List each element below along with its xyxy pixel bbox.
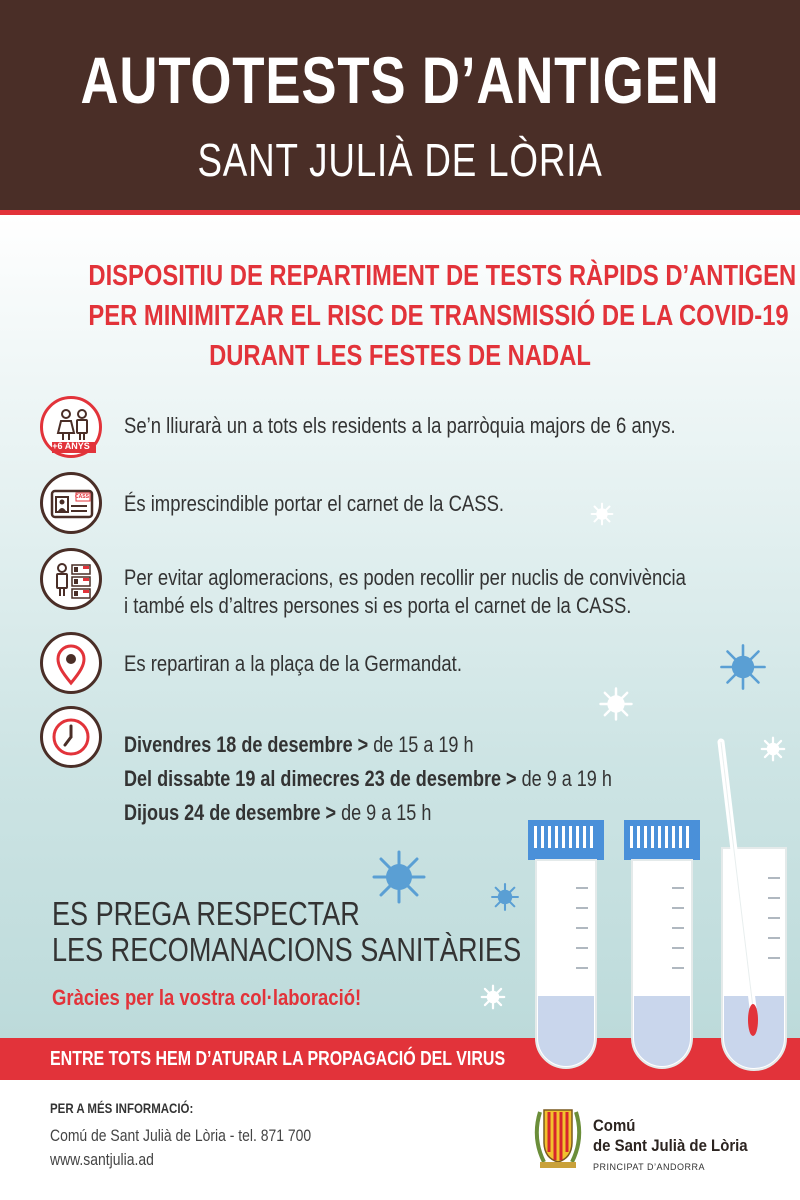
schedule-days: Dijous 24 de desembre > [124,800,337,825]
schedule-hours: de 9 a 15 h [341,800,432,825]
footer [0,1080,800,1200]
main-title: AUTOTESTS D’ANTIGEN [80,43,720,117]
virus-icon [598,686,634,722]
item-text-residents: Se’n lliurarà un a tots els residents a la parròquia majors de 6 anys. [124,413,676,438]
coat-of-arms-icon [530,1102,586,1174]
notice-line-1: ES PREGA RESPECTAR [52,895,360,932]
location-pin-icon [40,632,102,694]
test-tube-with-swab-icon [721,742,786,1070]
test-tube-icon [528,820,604,1068]
notice [52,896,521,968]
person-cards-icon [40,548,102,610]
test-tubes-illustration [520,738,800,1083]
clock-icon [40,706,102,768]
schedule-hours: de 15 a 19 h [373,732,474,757]
schedule-days: Del dissabte 19 al dimecres 23 de desembre > [124,766,517,791]
headline-line-3: DURANT LES FESTES DE NADAL [209,340,591,372]
virus-icon [590,502,614,526]
item-text-cass: És imprescindible portar el carnet de la CASS. [124,491,505,516]
item-text-collect-line-2: i també els d’altres persones si es porta el carnet de la CASS. [124,593,632,618]
headline [20,256,797,376]
age-badge: +6 ANYS [52,441,90,451]
header-band [0,0,800,215]
headline-line-1: DISPOSITIU DE REPARTIMENT DE TESTS RÀPIDS D’ANTIGEN [88,260,797,292]
website-link[interactable]: www.santjulia.ad [50,1150,154,1169]
virus-icon [718,642,768,692]
info-title: PER A MÉS INFORMACIÓ: [50,1100,194,1116]
notice-line-2: LES RECOMANACIONS SANITÀRIES [52,931,522,968]
contact-info: Comú de Sant Julià de Lòria - tel. 871 700 [50,1126,312,1145]
logo-subtitle: PRINCIPAT D’ANDORRA [593,1162,706,1172]
cass-badge: CASS [75,494,89,500]
item-text-collect-line-1: Per evitar aglomeracions, es poden recollir per nuclis de convivència [124,565,686,590]
headline-line-2: PER MINIMITZAR EL RISC DE TRANSMISSIÓ DE LA COVID-19 [88,300,789,332]
family-age-icon [40,396,102,458]
schedule-days: Divendres 18 de desembre > [124,732,369,757]
thanks-text: Gràcies per la vostra col·laboració! [52,985,362,1010]
virus-icon [480,984,506,1010]
logo-name-line-2: de Sant Julià de Lòria [593,1136,748,1155]
test-tube-icon [624,820,700,1068]
id-card-icon [40,472,102,534]
banner-text: ENTRE TOTS HEM D’ATURAR LA PROPAGACIÓ DEL VIRUS [50,1048,506,1070]
item-text-location: Es repartiran a la plaça de la Germandat. [124,651,462,676]
logo-name-line-1: Comú [593,1116,636,1135]
sub-title: SANT JULIÀ DE LÒRIA [197,134,603,186]
schedule-hours: de 9 a 19 h [521,766,612,791]
